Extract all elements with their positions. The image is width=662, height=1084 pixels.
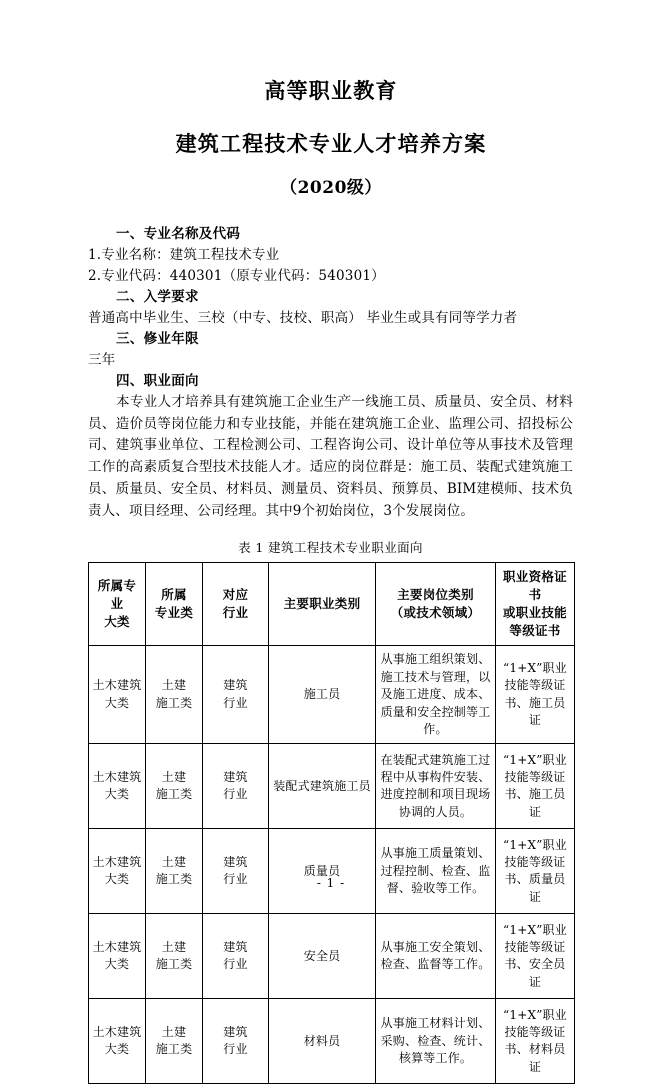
cell-industry: 建筑 行业 bbox=[203, 829, 269, 914]
title-block bbox=[0, 78, 662, 198]
cell-position: 从事施工安全策划、检查、监督等工作。 bbox=[376, 914, 496, 999]
cell-occupation: 施工员 bbox=[269, 646, 376, 744]
table-header-industry: 对应 行业 bbox=[203, 562, 269, 646]
table-header-certificate: 职业资格证书 或职业技能 等级证书 bbox=[496, 562, 575, 646]
cell-occupation: 质量员 bbox=[269, 829, 376, 914]
cell-major-category: 土木建筑 大类 bbox=[89, 999, 146, 1084]
table-row bbox=[89, 914, 575, 999]
table-header-major-class: 所属 专业类 bbox=[146, 562, 203, 646]
cell-position: 从事施工组织策划、施工技术与管理，以及施工进度、成本、质量和安全控制等工作。 bbox=[376, 646, 496, 744]
section-1-line-2: 2.专业代码：440301（原专业代码：540301） bbox=[88, 268, 385, 285]
cell-major-class: 土建 施工类 bbox=[146, 646, 203, 744]
cell-major-category: 土木建筑 大类 bbox=[89, 829, 146, 914]
document-content bbox=[0, 224, 662, 1084]
cell-major-category: 土木建筑 大类 bbox=[89, 646, 146, 744]
cell-position: 在装配式建筑施工过程中从事构件安装、进度控制和项目现场协调的人员。 bbox=[376, 744, 496, 829]
occupation-table bbox=[88, 562, 575, 1084]
cell-occupation: 材料员 bbox=[269, 999, 376, 1084]
section-2-line-1: 普通高中毕业生、三校（中专、技校、职高） 毕业生或具有同等学力者 bbox=[88, 310, 518, 327]
table-header-row bbox=[89, 562, 575, 646]
cell-industry: 建筑 行业 bbox=[203, 744, 269, 829]
table-row bbox=[89, 829, 575, 914]
cell-position: 从事施工质量策划、过程控制、检查、监督、验收等工作。 bbox=[376, 829, 496, 914]
cell-position: 从事施工材料计划、采购、检查、统计、核算等工作。 bbox=[376, 999, 496, 1084]
cell-major-class: 土建 施工类 bbox=[146, 744, 203, 829]
section-heading-1: 一、专业名称及代码 bbox=[116, 226, 241, 243]
section-4-paragraph: 本专业人才培养具有建筑施工企业生产一线施工员、质量员、安全员、材料员、造价员等岗位能力和专业技能，并能在建筑施工企业、监理公司、招投标公司、建筑事业单位、工程检测公司、工程咨询公司、设计单位等从事技术及管理工作的高素质复合型技术技能人才。适应的岗位群是：施工员、装配式建筑施工员、质量员、安全员、材料员、测量员、资料员、预算员、BIM建模师、技术负责人、项目经理、公司经理。其中9个初始岗位，3个发展岗位。 bbox=[88, 393, 573, 520]
cell-major-category: 土木建筑 大类 bbox=[89, 744, 146, 829]
cell-certificate: “1+X”职业技能等级证书、安全员证 bbox=[496, 914, 575, 999]
table-header-position: 主要岗位类别 （或技术领域） bbox=[376, 562, 496, 646]
table-caption: 表 1 建筑工程技术专业职业面向 bbox=[238, 539, 423, 555]
cell-major-class: 土建 施工类 bbox=[146, 914, 203, 999]
table-header-occupation: 主要职业类别 bbox=[269, 562, 376, 646]
cell-occupation: 安全员 bbox=[269, 914, 376, 999]
table-row bbox=[89, 744, 575, 829]
section-heading-3: 三、修业年限 bbox=[116, 330, 199, 347]
cell-industry: 建筑 行业 bbox=[203, 999, 269, 1084]
table-body bbox=[89, 646, 575, 1084]
cell-occupation: 装配式建筑施工员 bbox=[269, 744, 376, 829]
section-heading-4: 四、职业面向 bbox=[116, 372, 199, 389]
section-3-line-1: 三年 bbox=[88, 351, 116, 368]
cell-industry: 建筑 行业 bbox=[203, 646, 269, 744]
page-title-grade: （2020级） bbox=[280, 178, 382, 199]
cell-major-class: 土建 施工类 bbox=[146, 999, 203, 1084]
page-title-line2: 建筑工程技术专业人才培养方案 bbox=[175, 131, 487, 157]
table-row bbox=[89, 999, 575, 1084]
cell-major-category: 土木建筑 大类 bbox=[89, 914, 146, 999]
cell-certificate: “1+X”职业技能等级证书、施工员证 bbox=[496, 744, 575, 829]
table-row bbox=[89, 646, 575, 744]
cell-certificate: “1+X”职业技能等级证书、施工员证 bbox=[496, 646, 575, 744]
page-footer: - 1 - bbox=[316, 876, 346, 890]
page-title-line1: 高等职业教育 bbox=[264, 78, 398, 103]
cell-certificate: “1+X”职业技能等级证书、质量员证 bbox=[496, 829, 575, 914]
section-1-line-1: 1.专业名称：建筑工程技术专业 bbox=[88, 247, 280, 264]
cell-industry: 建筑 行业 bbox=[203, 914, 269, 999]
table-header-major-category: 所属专业 大类 bbox=[89, 562, 146, 646]
cell-major-class: 土建 施工类 bbox=[146, 829, 203, 914]
cell-certificate: “1+X”职业技能等级证书、材料员证 bbox=[496, 999, 575, 1084]
section-heading-2: 二、入学要求 bbox=[116, 289, 199, 306]
